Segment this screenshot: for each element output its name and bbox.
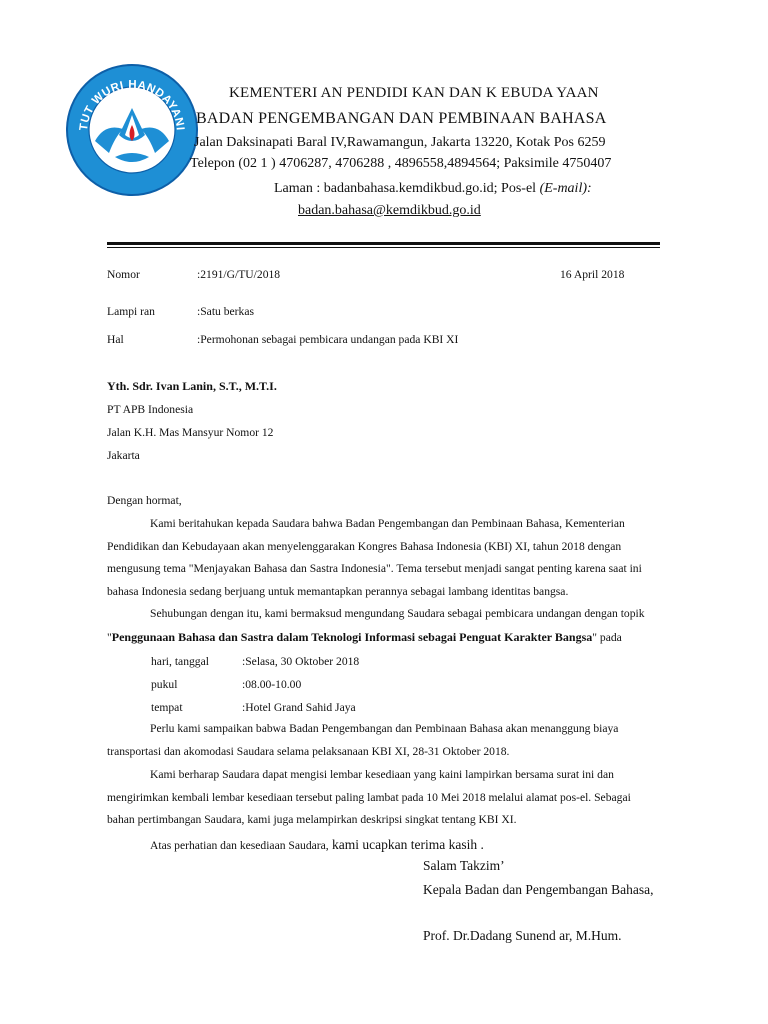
paragraph-line: mengusung tema "Menjayakan Bahasa dan Sastra Indonesia". Tema tersebut menjadi sangat penting karena saat ini (107, 562, 642, 575)
letterhead-phone: Telepon (02 1 ) 4706287, 4706288 , 4896558,4894564; Paksimile 4750407 (190, 156, 612, 171)
paragraph-line: Perlu kami sampaikan babwa Badan Pengembangan dan Pembinaan Bahasa akan menanggung biaya (150, 722, 619, 735)
header-rule-thin (107, 247, 660, 248)
nomor-label: Nomor (107, 268, 140, 281)
quote-close: " pada (592, 630, 622, 644)
event-time-value: :08.00-10.00 (242, 678, 302, 691)
paragraph-line: mengirimkan kembali lembar kesediaan tersebut paling lambat pada 10 Mei 2018 melalui alamat pos-el. Sebagai (107, 790, 631, 804)
lampiran-value: :Satu berkas (197, 305, 254, 318)
paragraph-line (107, 626, 667, 650)
email-label: (E-mail): (539, 181, 592, 196)
paragraph-2 (107, 603, 667, 649)
paragraph-4 (107, 764, 667, 832)
signatory-name: Prof. Dr.Dadang Sunend ar, M.Hum. (423, 928, 622, 943)
paragraph-line: Kami beritahukan kepada Saudara bahwa Badan Pengembangan dan Pembinaan Bahasa, Kementerian (150, 517, 625, 530)
signatory-position: Kepala Badan dan Pengembangan Bahasa, (423, 882, 654, 897)
paragraph-line: bahan pertimbangan Saudara, kami juga melampirkan deskripsi singkat tentang KBI XI. (107, 813, 517, 826)
event-time-label: pukul (151, 678, 178, 691)
ministry-name: KEMENTERI AN PENDIDI KAN DAN K EBUDA YAAN (229, 85, 599, 101)
recipient-company: PT APB Indonesia (107, 403, 194, 416)
email-link[interactable]: badan.bahasa@kemdikbud.go.id (298, 203, 481, 218)
paragraph-3 (107, 718, 667, 763)
greeting: Dengan hormat, (107, 494, 182, 507)
recipient-street: Jalan K.H. Mas Mansyur Nomor 12 (107, 426, 274, 439)
paragraph-line: bahasa Indonesia sedang berjuang untuk memantapkan perannya sebagai lambang identitas bangsa. (107, 584, 569, 598)
tut-wuri-handayani-logo (65, 63, 199, 197)
paragraph-line: Sehubungan dengan itu, kami bermaksud mengundang Saudara sebagai pembicara undangan dengan topik (150, 607, 645, 620)
agency-name: BADAN PENGEMBANGAN DAN PEMBINAAN BAHASA (196, 110, 607, 127)
letterhead-address: Jalan Daksinapati Baral IV,Rawamangun, Jakarta 13220, Kotak Pos 6259 (194, 135, 606, 150)
closing-line (150, 836, 484, 854)
web-address: Laman : badanbahasa.kemdikbud.go.id; Pos-el (274, 181, 540, 196)
quote-open: " (107, 630, 112, 644)
letterhead-web (274, 181, 592, 197)
event-day-value: :Selasa, 30 Oktober 2018 (242, 655, 360, 668)
salam: Salam Takzim’ (423, 858, 505, 873)
header-rule-thick (107, 242, 660, 245)
paragraph-1 (107, 513, 667, 603)
invitation-topic: Penggunaan Bahasa dan Sastra dalam Teknologi Informasi sebagai Penguat Karakter Bangsa (111, 629, 593, 644)
logo-motto: TUT WURI HANDAYANI (77, 78, 186, 132)
paragraph-line: Pendidikan dan Kebudayaan akan menyelenggarakan Kongres Bahasa Indonesia (KBI) XI, tahun 2018 dengan (107, 539, 622, 553)
event-place-value: :Hotel Grand Sahid Jaya (242, 701, 356, 714)
nomor-value: :2191/G/TU/2018 (197, 268, 281, 281)
lampiran-label: Lampi ran (107, 305, 155, 318)
recipient-city: Jakarta (107, 449, 140, 462)
paragraph-line: Kami berharap Saudara dapat mengisi lembar kesediaan yang kaini lampirkan bersama surat ini dan (150, 768, 614, 781)
recipient-name: Yth. Sdr. Ivan Lanin, S.T., M.T.I. (107, 379, 277, 393)
hal-label: Hal (107, 333, 124, 346)
letter-date: 16 April 2018 (560, 268, 625, 281)
event-place-label: tempat (151, 701, 183, 714)
closing-part-a: Atas perhatian dan kesediaan Saudara, (150, 839, 329, 852)
paragraph-line: transportasi dan akomodasi Saudara selama pelaksanaan KBI XI, 28-31 Oktober 2018. (107, 744, 510, 758)
closing-part-b: kami ucapkan terima kasih . (328, 837, 484, 852)
event-day-label: hari, tanggal (151, 655, 209, 668)
hal-value: :Permohonan sebagai pembicara undangan pada KBI XI (197, 333, 459, 346)
